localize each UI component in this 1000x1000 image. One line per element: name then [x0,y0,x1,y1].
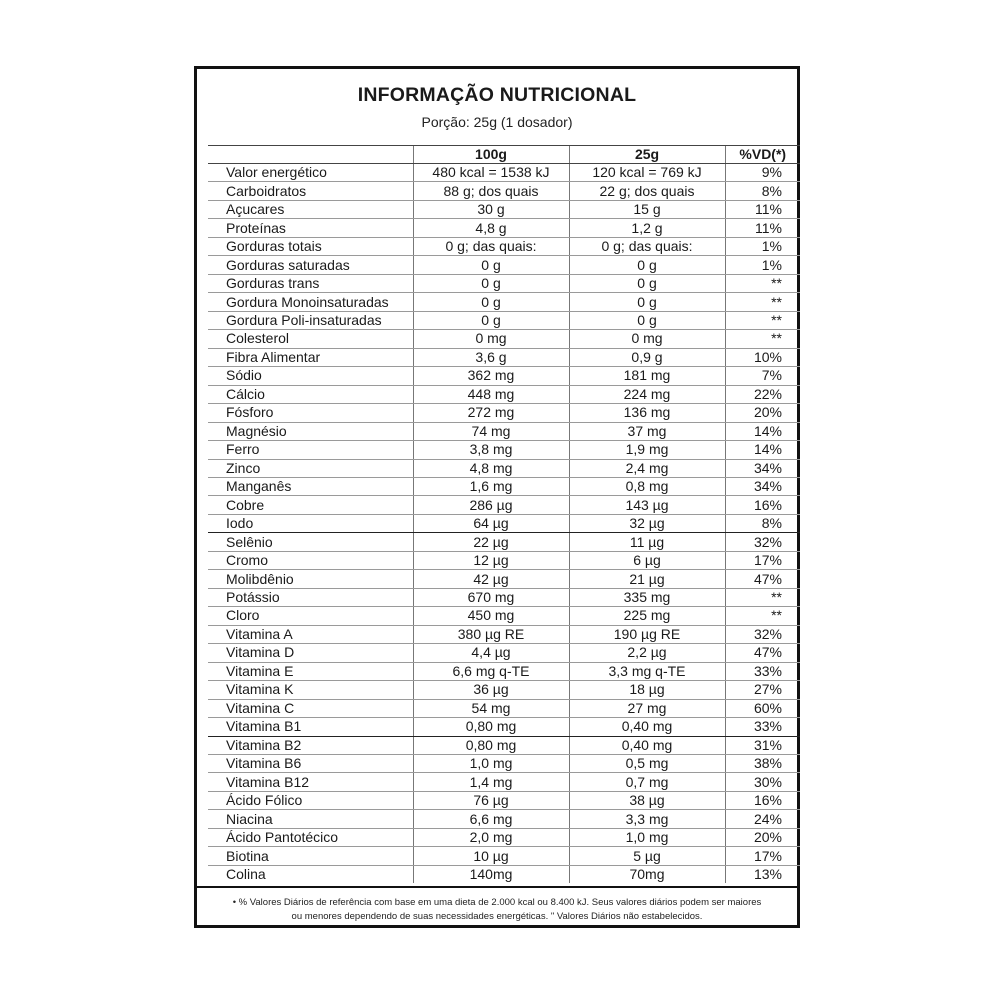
value-100g: 76 µg [413,791,569,809]
nutrient-name: Iodo [208,514,413,532]
value-100g: 362 mg [413,367,569,385]
daily-value-percent: 16% [725,496,800,514]
table-row [208,644,800,662]
daily-value-percent: 34% [725,477,800,495]
nutrient-name: Ácido Fólico [208,791,413,809]
table-row [208,607,800,625]
value-25g: 143 µg [569,496,725,514]
daily-value-percent: 16% [725,791,800,809]
daily-value-percent: 27% [725,681,800,699]
table-row [208,367,800,385]
daily-value-percent: ** [725,607,800,625]
value-100g: 1,4 mg [413,773,569,791]
nutrient-name: Selênio [208,533,413,551]
nutrient-name: Niacina [208,810,413,828]
daily-value-percent: 60% [725,699,800,717]
daily-value-percent: 11% [725,200,800,218]
value-25g: 0,40 mg [569,736,725,754]
value-25g: 224 mg [569,385,725,403]
value-25g: 0 mg [569,330,725,348]
nutrient-name: Colesterol [208,330,413,348]
nutrient-name: Gorduras saturadas [208,256,413,274]
daily-value-percent: 10% [725,348,800,366]
value-25g: 0,8 mg [569,477,725,495]
value-100g: 140mg [413,865,569,883]
value-25g: 11 µg [569,533,725,551]
daily-value-percent: 8% [725,514,800,532]
daily-value-percent: 1% [725,237,800,255]
header-100g: 100g [413,146,569,164]
daily-value-percent: 47% [725,570,800,588]
panel-title: INFORMAÇÃO NUTRICIONAL [357,84,637,106]
value-100g: 0 g [413,274,569,292]
value-100g: 450 mg [413,607,569,625]
table-row [208,459,800,477]
value-25g: 6 µg [569,551,725,569]
nutrient-name: Vitamina D [208,644,413,662]
nutrient-name: Gordura Monoinsaturadas [208,293,413,311]
value-100g: 380 µg RE [413,625,569,643]
nutrient-name: Vitamina K [208,681,413,699]
value-25g: 0 g; das quais: [569,237,725,255]
value-100g: 6,6 mg q-TE [413,662,569,680]
table-row [208,791,800,809]
value-25g: 27 mg [569,699,725,717]
value-100g: 286 µg [413,496,569,514]
daily-value-percent: 22% [725,385,800,403]
table-row [208,681,800,699]
value-100g: 3,6 g [413,348,569,366]
value-100g: 4,4 µg [413,644,569,662]
table-row [208,718,800,736]
value-100g: 0,80 mg [413,736,569,754]
table-row [208,404,800,422]
daily-value-percent: ** [725,588,800,606]
value-100g: 42 µg [413,570,569,588]
table-row [208,551,800,569]
table-row [208,274,800,292]
value-25g: 18 µg [569,681,725,699]
nutrient-name: Vitamina A [208,625,413,643]
nutrient-name: Cálcio [208,385,413,403]
value-25g: 335 mg [569,588,725,606]
daily-value-percent: ** [725,293,800,311]
table-row [208,330,800,348]
portion-size: Porção: 25g (1 dosador) [421,114,573,130]
value-25g: 15 g [569,200,725,218]
value-25g: 1,2 g [569,219,725,237]
header-nutrient [208,146,413,164]
nutrient-name: Vitamina E [208,662,413,680]
table-row [208,441,800,459]
value-100g: 74 mg [413,422,569,440]
header-25g: 25g [569,146,725,164]
nutrition-table-body [208,164,800,884]
nutrient-name: Biotina [208,847,413,865]
daily-value-percent: 11% [725,219,800,237]
value-100g: 0 mg [413,330,569,348]
nutrient-name: Zinco [208,459,413,477]
value-25g: 2,2 µg [569,644,725,662]
table-row [208,496,800,514]
table-row [208,514,800,532]
value-100g: 0 g [413,293,569,311]
nutrient-name: Gordura Poli-insaturadas [208,311,413,329]
value-25g: 0,40 mg [569,718,725,736]
nutrient-name: Ferro [208,441,413,459]
table-row [208,293,800,311]
value-25g: 32 µg [569,514,725,532]
value-100g: 54 mg [413,699,569,717]
daily-value-percent: 38% [725,755,800,773]
table-row [208,237,800,255]
table-row [208,422,800,440]
nutrient-name: Vitamina B2 [208,736,413,754]
daily-value-percent: 9% [725,164,800,182]
daily-value-percent: 33% [725,662,800,680]
value-25g: 1,9 mg [569,441,725,459]
nutrient-name: Cloro [208,607,413,625]
nutrient-name: Gorduras trans [208,274,413,292]
value-100g: 272 mg [413,404,569,422]
nutrient-name: Vitamina B12 [208,773,413,791]
value-25g: 190 µg RE [569,625,725,643]
table-row [208,736,800,754]
table-row [208,533,800,551]
table-row [208,200,800,218]
daily-value-percent: 20% [725,404,800,422]
value-25g: 3,3 mg q-TE [569,662,725,680]
daily-value-percent: 24% [725,810,800,828]
value-100g: 6,6 mg [413,810,569,828]
table-row [208,588,800,606]
daily-value-percent: 31% [725,736,800,754]
nutrient-name: Potássio [208,588,413,606]
value-100g: 0 g [413,256,569,274]
nutrient-name: Fibra Alimentar [208,348,413,366]
daily-value-percent: ** [725,274,800,292]
value-100g: 88 g; dos quais [413,182,569,200]
value-100g: 64 µg [413,514,569,532]
nutrient-name: Cromo [208,551,413,569]
nutrition-facts-panel [194,66,800,928]
value-25g: 37 mg [569,422,725,440]
nutrient-name: Vitamina B1 [208,718,413,736]
footer-divider [197,886,797,888]
table-row [208,773,800,791]
daily-value-percent: 32% [725,625,800,643]
table-row [208,256,800,274]
nutrient-name: Ácido Pantotécico [208,828,413,846]
daily-value-percent: ** [725,330,800,348]
table-row [208,219,800,237]
table-row [208,755,800,773]
table-row [208,570,800,588]
nutrient-name: Molibdênio [208,570,413,588]
value-25g: 120 kcal = 769 kJ [569,164,725,182]
table-row [208,847,800,865]
daily-value-percent: 17% [725,551,800,569]
daily-value-percent: 14% [725,441,800,459]
value-25g: 0,9 g [569,348,725,366]
value-100g: 10 µg [413,847,569,865]
table-row [208,625,800,643]
value-25g: 0 g [569,274,725,292]
table-row [208,662,800,680]
value-100g: 4,8 g [413,219,569,237]
value-25g: 0,5 mg [569,755,725,773]
value-25g: 1,0 mg [569,828,725,846]
value-100g: 22 µg [413,533,569,551]
table-row [208,348,800,366]
value-25g: 70mg [569,865,725,883]
daily-value-percent: 20% [725,828,800,846]
value-100g: 448 mg [413,385,569,403]
value-100g: 1,6 mg [413,477,569,495]
daily-value-percent: 14% [725,422,800,440]
daily-value-percent: 7% [725,367,800,385]
table-row [208,828,800,846]
value-100g: 4,8 mg [413,459,569,477]
value-25g: 181 mg [569,367,725,385]
nutrient-name: Fósforo [208,404,413,422]
value-100g: 670 mg [413,588,569,606]
value-100g: 36 µg [413,681,569,699]
daily-value-percent: 17% [725,847,800,865]
value-25g: 0 g [569,311,725,329]
daily-value-percent: 47% [725,644,800,662]
daily-value-percent: ** [725,311,800,329]
value-100g: 1,0 mg [413,755,569,773]
table-row [208,810,800,828]
footnote: • % Valores Diários de referência com base em uma dieta de 2.000 kcal ou 8.400 kJ. Seus valores diários podem ser maiores ou menores dependendo de suas necessidades energéticas. " Valores Diários não estabelecidos. [232,897,762,922]
nutrient-name: Magnésio [208,422,413,440]
daily-value-percent: 1% [725,256,800,274]
nutrient-name: Proteínas [208,219,413,237]
table-row [208,385,800,403]
value-25g: 0 g [569,256,725,274]
value-25g: 136 mg [569,404,725,422]
value-25g: 5 µg [569,847,725,865]
nutrient-name: Açucares [208,200,413,218]
table-row [208,311,800,329]
value-100g: 12 µg [413,551,569,569]
daily-value-percent: 8% [725,182,800,200]
table-row [208,477,800,495]
nutrient-name: Manganês [208,477,413,495]
value-100g: 480 kcal = 1538 kJ [413,164,569,182]
value-25g: 0,7 mg [569,773,725,791]
value-25g: 2,4 mg [569,459,725,477]
nutrient-name: Valor energético [208,164,413,182]
value-25g: 22 g; dos quais [569,182,725,200]
table-row [208,699,800,717]
value-100g: 3,8 mg [413,441,569,459]
value-25g: 38 µg [569,791,725,809]
table-row [208,865,800,883]
nutrient-name: Vitamina C [208,699,413,717]
value-25g: 3,3 mg [569,810,725,828]
value-25g: 225 mg [569,607,725,625]
nutrient-name: Carboidratos [208,182,413,200]
nutrient-name: Gorduras totais [208,237,413,255]
nutrient-name: Colina [226,866,266,883]
value-100g: 30 g [413,200,569,218]
nutrient-name: Sódio [208,367,413,385]
value-25g: 0 g [569,293,725,311]
nutrition-table [208,145,800,883]
daily-value-percent: 30% [725,773,800,791]
nutrient-name: Cobre [208,496,413,514]
header-daily-value: %VD(*) [725,146,800,164]
daily-value-percent: 13% [725,865,800,883]
table-row [208,182,800,200]
value-100g: 0 g; das quais: [413,237,569,255]
value-100g: 0 g [413,311,569,329]
daily-value-percent: 33% [725,718,800,736]
nutrient-name: Vitamina B6 [208,755,413,773]
daily-value-percent: 34% [725,459,800,477]
table-row [208,164,800,182]
value-25g: 21 µg [569,570,725,588]
value-100g: 0,80 mg [413,718,569,736]
value-100g: 2,0 mg [413,828,569,846]
table-header-row [208,146,800,164]
daily-value-percent: 32% [725,533,800,551]
